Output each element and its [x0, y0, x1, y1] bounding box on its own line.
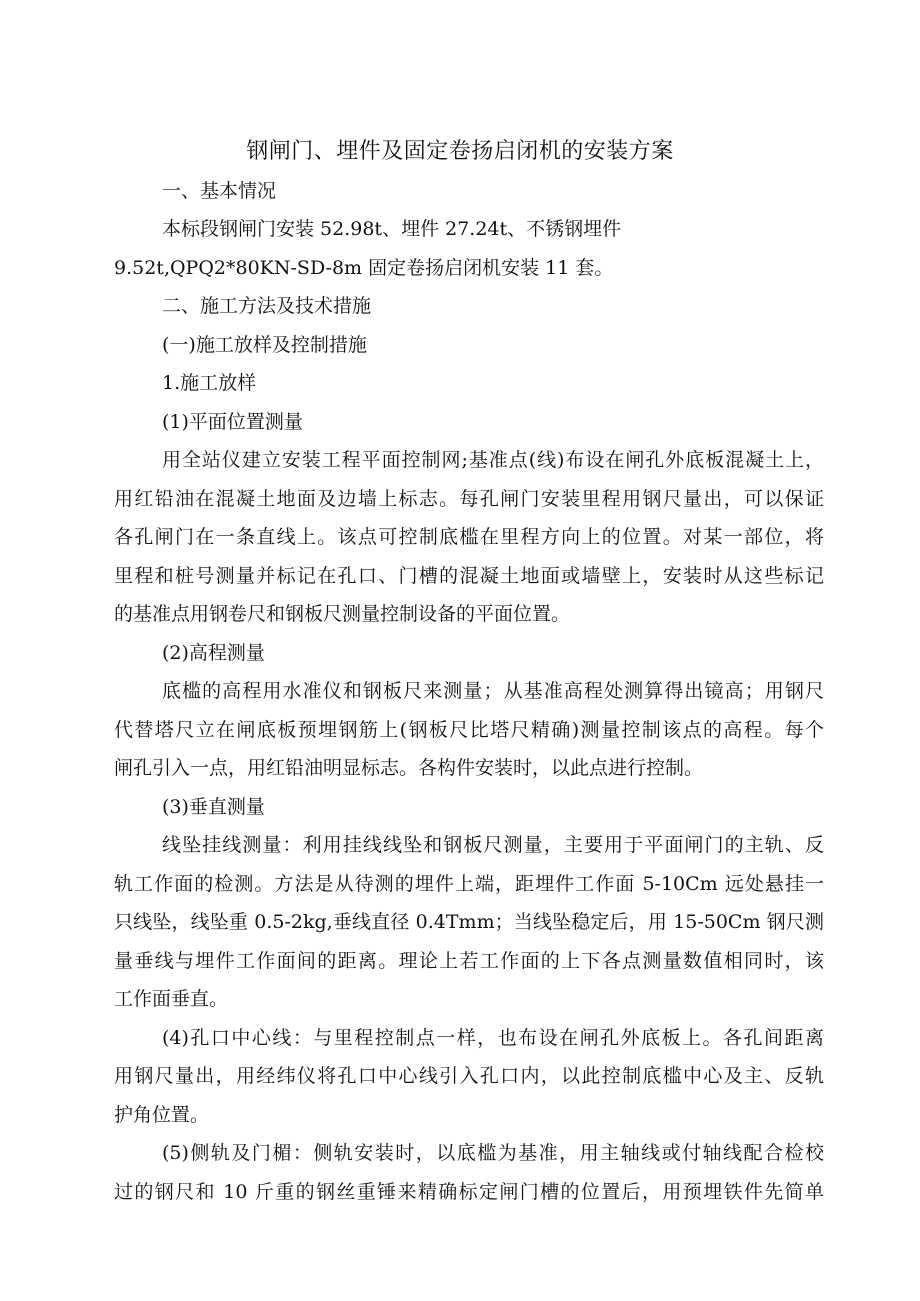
paragraph-line: 代替塔尺立在闸底板预埋钢筋上(钢板尺比塔尺精确)测量控制该点的高程。每个 — [114, 719, 824, 741]
item-heading: (1)平面位置测量 — [162, 411, 303, 433]
item-heading: (2)高程测量 — [162, 642, 265, 664]
subsection-heading: 1.施工放样 — [162, 372, 257, 394]
paragraph-line: 线坠挂线测量：利用挂线线坠和钢板尺测量，主要用于平面闸门的主轨、反 — [162, 834, 824, 856]
paragraph-line: 只线坠，线坠重 0.5-2kg,垂线直径 0.4Tmm；当线坠稳定后，用 15-50Cm 钢尺测 — [114, 911, 824, 933]
paragraph-line: 用全站仪建立安装工程平面控制网;基准点(线)布设在闸孔外底板混凝土上， — [162, 449, 824, 471]
subsection-heading: (一)施工放样及控制措施 — [162, 334, 367, 356]
paragraph-line: 本标段钢闸门安装 52.98t、埋件 27.24t、不锈钢埋件 — [162, 218, 622, 240]
section-heading-basic: 一、基本情况 — [162, 180, 277, 202]
paragraph-line: 护角位置。 — [114, 1104, 210, 1126]
section-heading-methods: 二、施工方法及技术措施 — [162, 295, 372, 317]
paragraph-line: 用红铅油在混凝土地面及边墙上标志。每孔闸门安装里程用钢尺量出，可以保证 — [114, 488, 824, 510]
paragraph-line: 各孔闸门在一条直线上。该点可控制底槛在里程方向上的位置。对某一部位，将 — [114, 526, 824, 548]
paragraph-line: 轨工作面的检测。方法是从待测的埋件上端，距埋件工作面 5-10Cm 远处悬挂一 — [114, 873, 824, 895]
item-heading: (3)垂直测量 — [162, 796, 265, 818]
document-title: 钢闸门、埋件及固定卷扬启闭机的安装方案 — [246, 139, 674, 164]
paragraph-line: 过的钢尺和 10 斤重的钢丝重锤来精确标定闸门槽的位置后，用预埋铁件先简单 — [114, 1181, 824, 1203]
paragraph-line: 9.52t,QPQ2*80KN-SD-8m 固定卷扬启闭机安装 11 套。 — [114, 257, 614, 279]
paragraph-line: 工作面垂直。 — [114, 988, 229, 1010]
paragraph-line: (4)孔口中心线：与里程控制点一样，也布设在闸孔外底板上。各孔间距离 — [162, 1027, 824, 1049]
paragraph-line: 量垂线与埋件工作面间的距离。理论上若工作面的上下各点测量数值相同时，该 — [114, 950, 824, 972]
paragraph-line: 底槛的高程用水准仪和钢板尺来测量；从基准高程处测算得出镜高；用钢尺 — [162, 680, 824, 702]
paragraph-line: 里程和桩号测量并标记在孔口、门槽的混凝土地面或墙壁上，安装时从这些标记 — [114, 565, 824, 587]
paragraph-line: 用钢尺量出，用经纬仪将孔口中心线引入孔口内，以此控制底槛中心及主、反轨 — [114, 1065, 824, 1087]
paragraph-line: 的基准点用钢卷尺和钢板尺测量控制设备的平面位置。 — [114, 603, 571, 625]
paragraph-line: (5)侧轨及门楣：侧轨安装时，以底槛为基准，用主轴线或付轴线配合检校 — [162, 1142, 824, 1164]
paragraph-line: 闸孔引入一点，用红铅油明显标志。各构件安装时，以此点进行控制。 — [114, 757, 704, 779]
